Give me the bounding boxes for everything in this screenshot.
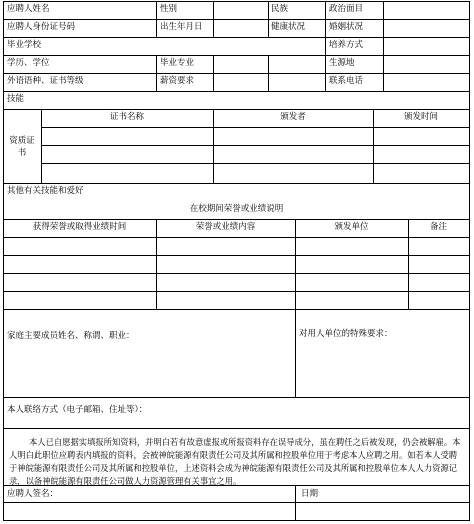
label-skills: 技能 [7,94,25,104]
rule [3,502,470,503]
label-school: 毕业学校 [7,40,42,50]
label-ethnicity: 民族 [271,4,289,14]
honors-header-remark: 备注 [429,222,447,232]
rule [383,1,384,37]
label-degree: 学历、学位 [7,58,50,68]
rule [41,127,470,128]
rule [3,91,470,92]
honors-header-content: 荣誉或业绩内容 [195,222,256,232]
label-marital: 婚姻状况 [329,22,364,32]
rule [41,163,470,164]
application-form [3,1,470,521]
rule [3,237,470,238]
rule [3,55,470,56]
rule [3,183,470,184]
label-health: 健康状况 [271,22,306,32]
cert-header-date: 颁发时间 [403,112,438,122]
rule [3,428,470,429]
rule [156,55,157,91]
declaration-text: 本人已自愿据实填报所知资料，并明白若有故意虚报或所报资料存在误导成分，虽在聘任之后被发现，仍会被解雇。本人明白此职位应聘表内填报的资料，会被神皖能源有限责任公司及其所属和控股单位用于考虑本人应聘之用。如若本人受聘于神皖能源有限责任公司及其所属和控股单位，上述资料会成为神皖能源有限责任公司及其所属和控股单位本人人力资源记录，以备神皖能源有限责任公司做人力资源管理有关事宜之用。 [9,437,461,486]
label-birthdate: 出生年月日 [160,22,203,32]
rule [3,19,470,20]
rule [213,55,214,91]
rule [3,1,4,521]
label-political-status: 政治面目 [329,4,364,14]
rule [3,273,470,274]
label-date: 日期 [301,489,319,499]
rule [325,1,326,91]
label-major: 毕业专业 [160,58,195,68]
label-name: 应聘人姓名 [7,4,50,14]
rule [3,397,470,398]
label-phone: 联系电话 [329,76,364,86]
label-salary: 薪资要求 [160,76,195,86]
rule [268,1,269,37]
rule [295,309,296,397]
honors-title: 在校期间荣誉或业绩说明 [189,204,284,214]
label-training-mode: 培养方式 [329,40,364,50]
rule [3,219,470,220]
label-gender: 性别 [160,4,178,14]
honors-header-issuer: 颁发单位 [334,222,369,232]
label-language: 外语语种、证书等级 [7,76,84,86]
label-family: 家庭主要成员姓名、称谓、职业： [7,331,135,341]
rule [3,73,470,74]
rule [3,520,470,521]
label-origin: 生源地 [329,58,355,68]
label-special-requirements: 对用人单位的特殊要求： [299,329,393,339]
rule [3,109,470,110]
rule [3,309,470,310]
rule [383,37,384,55]
rule [41,145,470,146]
rule [156,1,157,37]
label-id-number: 应聘人身份证号码 [7,22,76,32]
rule [3,37,470,38]
cert-header-name: 证书名称 [109,112,144,122]
rule [3,291,470,292]
rule [383,55,384,91]
honors-header-time: 获得荣誉或取得业绩时间 [32,222,127,232]
label-other-skills: 其他有关技能和爱好 [7,186,84,196]
label-signature: 应聘人签名： [7,489,59,499]
cert-header-issuer: 颁发者 [280,112,306,122]
label-contact: 本人联络方式（电子邮箱、住址等）： [7,405,148,415]
rule [295,485,296,520]
rule [3,1,470,2]
rule [3,255,470,256]
rule [213,1,214,37]
rule [469,1,470,521]
cert-side-label: 资质证书 [9,136,35,158]
rule [268,55,269,91]
